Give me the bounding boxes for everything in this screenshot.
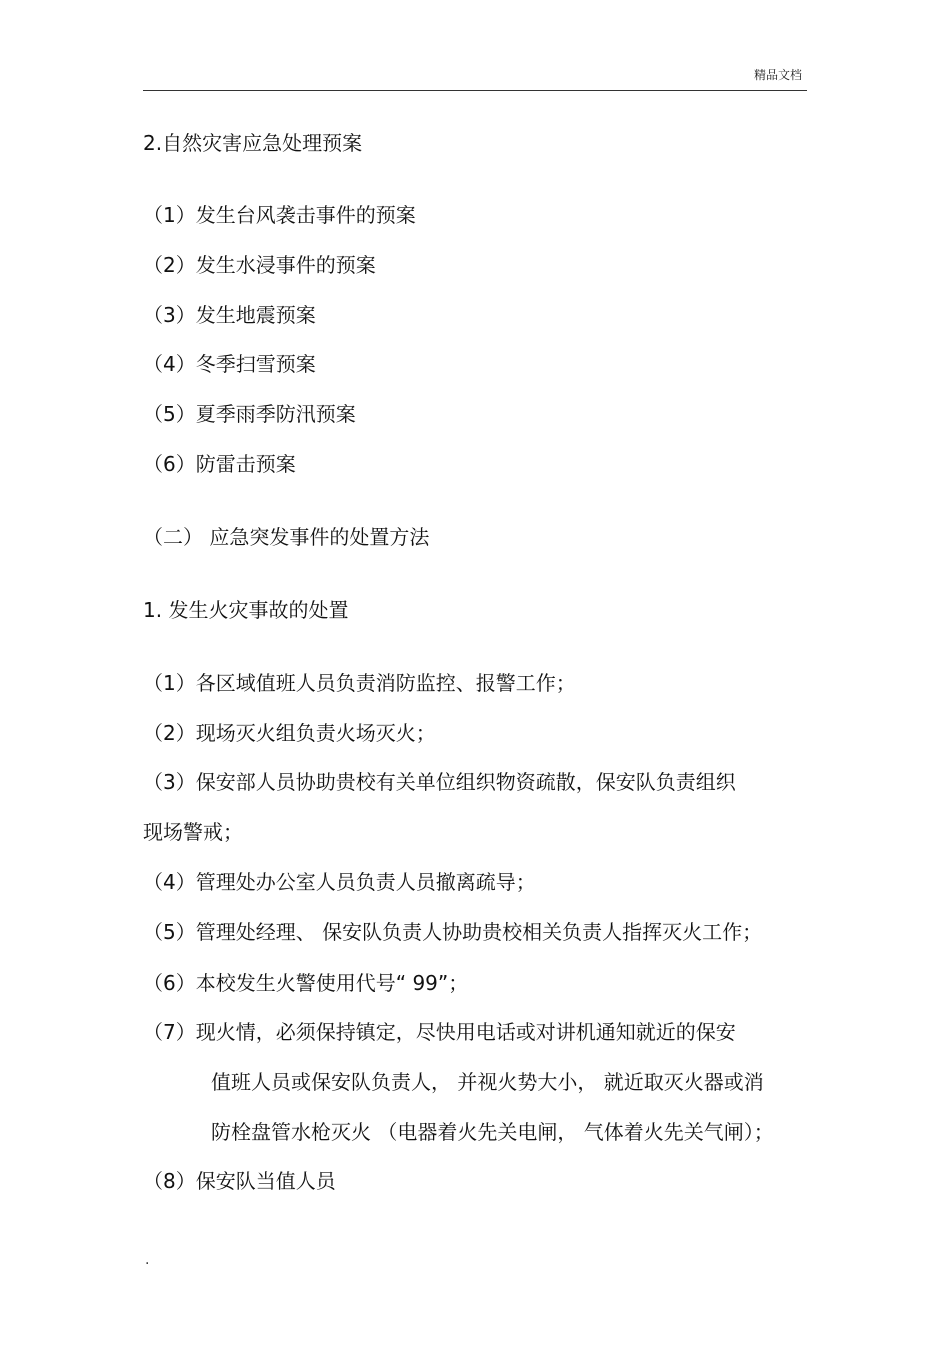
list-item: （7）现火情，必须保持镇定，尽快用电话或对讲机通知就近的保安 — [143, 1020, 736, 1044]
list-item: （2）发生水浸事件的预案 — [143, 253, 376, 277]
list-item: （8）保安队当值人员 — [143, 1169, 336, 1193]
header-divider — [143, 90, 807, 91]
list-item: （6）防雷击预案 — [143, 452, 296, 476]
list-item: （4）冬季扫雪预案 — [143, 352, 316, 376]
section-title-part-two: （二） 应急突发事件的处置方法 — [143, 525, 430, 549]
footer-mark: . — [145, 1252, 150, 1268]
list-item: （1）各区域值班人员负责消防监控、报警工作； — [143, 671, 576, 695]
list-item: （4）管理处办公室人员负责人员撤离疏导； — [143, 870, 536, 894]
list-item: （1）发生台风袭击事件的预案 — [143, 203, 416, 227]
list-item: （3）保安部人员协助贵校有关单位组织物资疏散，保安队负责组织 — [143, 770, 736, 794]
header-label: 精品文档 — [753, 68, 802, 82]
list-item-continuation: 现场警戒； — [143, 820, 243, 844]
list-item: （3）发生地震预案 — [143, 303, 316, 327]
list-item-continuation: 值班人员或保安队负责人， 并视火势大小， 就近取灭火器或消 — [211, 1070, 764, 1094]
section-title-fire: 1. 发生火灾事故的处置 — [143, 598, 349, 622]
list-item: （5）管理处经理、 保安队负责人协助贵校相关负责人指挥灭火工作； — [143, 920, 763, 944]
list-item-continuation: 防栓盘管水枪灭火 （电器着火先关电闸， 气体着火先关气闸）； — [211, 1120, 774, 1144]
list-item: （6）本校发生火警使用代号“ 99”； — [143, 971, 469, 995]
list-item: （2）现场灭火组负责火场灭火； — [143, 721, 436, 745]
section-title-natural-disaster: 2.自然灾害应急处理预案 — [143, 131, 363, 155]
list-item: （5）夏季雨季防汛预案 — [143, 402, 356, 426]
